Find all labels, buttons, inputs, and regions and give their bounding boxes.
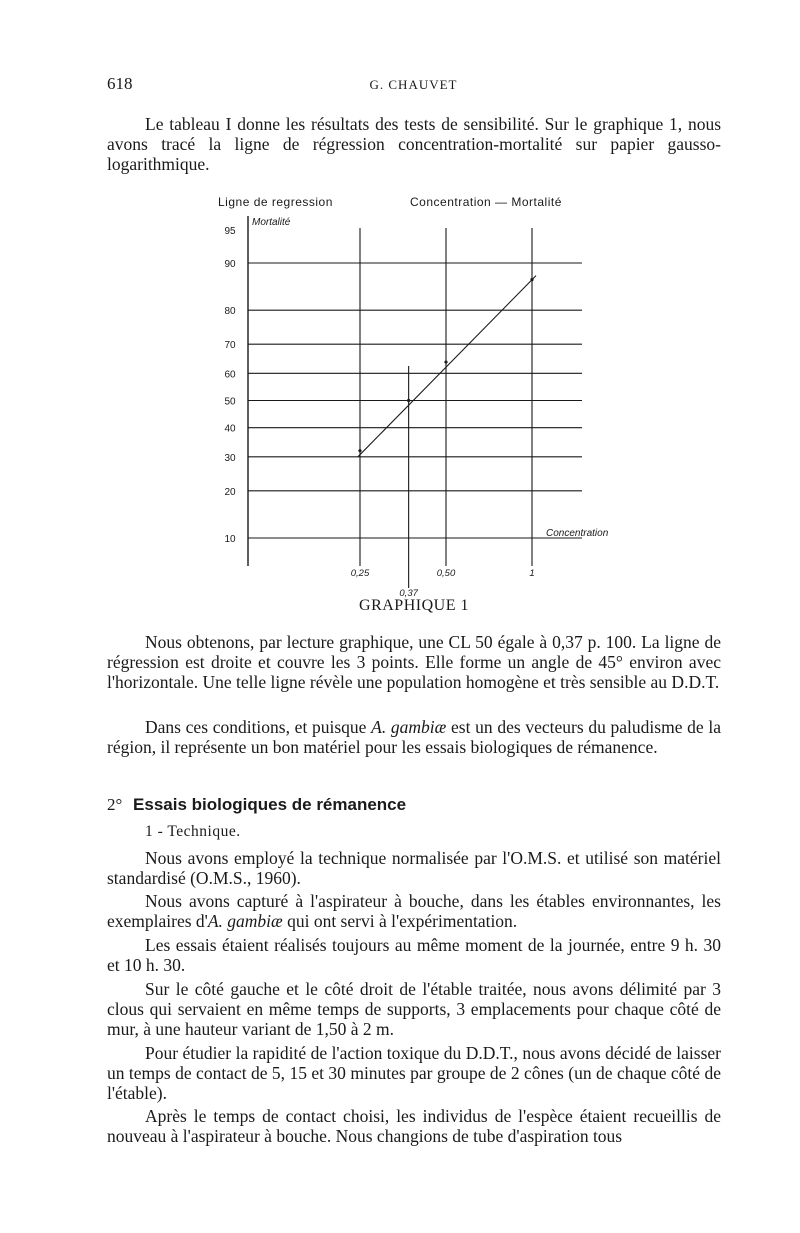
technique-paragraph-3: Les essais étaient réalisés toujours au même moment de la journée, entre 9 h. 30 et 10 h. 30. [107, 935, 721, 975]
x-tick-label-1: 0,37 [399, 588, 418, 599]
vector-paragraph-text-2: est un des vecteurs du paludisme de la région, il représente un bon matériel pour les essais biologiques de rémanence. [107, 717, 721, 757]
page-number: 618 [107, 74, 133, 93]
technique-paragraph-5: Pour étudier la rapidité de l'action toxique du D.D.T., nous avons décidé de laisser un temps de contact de 5, 15 et 30 minutes par groupe de 2 cônes (un de chaque côté de l'étable). [107, 1043, 721, 1103]
technique-paragraph-6: Après le temps de contact choisi, les individus de l'espèce étaient recueillis de nouveau à l'aspirateur à bouche. Nous changions de tube d'aspiration tous [107, 1106, 721, 1146]
x-tick-label-2: 0,50 [436, 568, 456, 579]
y-tick-label-30: 30 [224, 452, 236, 464]
x-tick-label-3: 1 [529, 568, 535, 579]
y-tick-label-20: 20 [224, 486, 236, 498]
chart-y-ticks [224, 226, 236, 545]
section-number: 2° [107, 795, 123, 814]
subheading: 1 - Technique. [145, 823, 241, 840]
technique-paragraph-2 [107, 891, 721, 931]
data-point-0 [358, 449, 361, 452]
chart-grid [248, 216, 582, 588]
technique-paragraph-2-text-2: qui ont servi à l'expérimentation. [282, 911, 518, 931]
chart-title-right: Concentration — Mortalité [410, 195, 562, 209]
species-name: A. gambiæ [371, 717, 447, 737]
y-tick-label-60: 60 [224, 369, 236, 381]
running-head: G. CHAUVET [369, 77, 458, 92]
chart-x-axis-label: Concentration [546, 528, 609, 539]
figure-caption: GRAPHIQUE 1 [359, 597, 469, 614]
vector-paragraph-text-1: Dans ces conditions, et puisque [145, 717, 372, 737]
technique-paragraph-2-text-1: Nous avons capturé à l'aspirateur à bouche, dans les étables environnantes, les exemplaires d' [107, 891, 721, 931]
species-name-2: A. gambiæ [207, 911, 283, 931]
y-tick-label-90: 90 [224, 259, 236, 270]
y-tick-label-40: 40 [224, 423, 236, 435]
y-tick-label-10: 10 [224, 534, 236, 545]
technique-paragraph-4: Sur le côté gauche et le côté droit de l'étable traitée, nous avons délimité par 3 clous qui servaient en même temps de supports, 3 emplacements pour chaque côté de mur, à une hauteur variant de 1,50 à 2 m. [107, 979, 721, 1039]
cl50-paragraph: Nous obtenons, par lecture graphique, une CL 50 égale à 0,37 p. 100. La ligne de régression est droite et couvre les 3 points. Elle forme un angle de 45° environ avec l'horizontale. Une telle ligne révèle une population homogène et très sensible au D.D.T. [107, 632, 721, 692]
x-tick-label-0: 0,25 [350, 568, 370, 579]
y-tick-label-95: 95 [224, 226, 236, 237]
section-title: Essais biologiques de rémanence [133, 795, 407, 814]
chart-labels [218, 195, 609, 539]
chart-y-axis-label: Mortalité [252, 217, 291, 228]
y-tick-label-50: 50 [224, 396, 236, 408]
regression-chart [210, 188, 630, 600]
y-tick-label-70: 70 [224, 340, 236, 352]
chart-x-ticks [351, 568, 535, 599]
y-tick-label-80: 80 [224, 306, 236, 318]
section-heading [107, 795, 406, 815]
chart-series [358, 276, 536, 457]
intro-paragraph: Le tableau I donne les résultats des tests de sensibilité. Sur le graphique 1, nous avons tracé la ligne de régression concentration-mortalité sur papier gausso-logarithmique. [107, 114, 721, 174]
data-point-2 [444, 360, 447, 363]
regression-graph [210, 188, 630, 600]
data-point-3 [530, 278, 533, 281]
technique-paragraph-1: Nous avons employé la technique normalisée par l'O.M.S. et utilisé son matériel standardisé (O.M.S., 1960). [107, 848, 721, 888]
vector-paragraph [107, 717, 721, 757]
page-header [107, 74, 720, 98]
regression-line [358, 276, 536, 457]
data-point-1 [407, 399, 410, 402]
chart-title-left: Ligne de regression [218, 195, 333, 209]
